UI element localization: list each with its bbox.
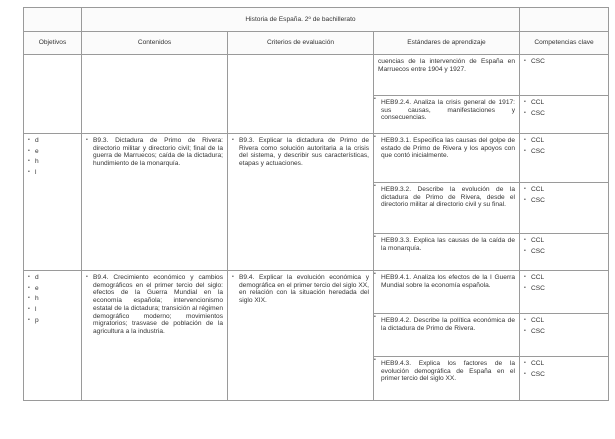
objetivo-item: ▪ d: [28, 137, 77, 145]
competencia-item: ▪ CCL: [524, 237, 604, 245]
col-header-competencias: Competencias clave: [520, 32, 609, 55]
competencias-cell: [520, 271, 609, 314]
empty-corner-cell: [24, 8, 82, 32]
competencia-item: ▪ CSC: [524, 148, 604, 156]
col-header-contenidos: Contenidos: [82, 32, 228, 55]
curriculum-table: [23, 7, 609, 401]
empty-corner-cell: [520, 8, 609, 32]
objetivos-cell: [24, 134, 82, 271]
competencia-item: ▪ CCL: [524, 99, 604, 107]
objetivo-item: ▪ h: [28, 158, 77, 166]
competencia-item: ▪ CCL: [524, 137, 604, 145]
table-row: [24, 271, 609, 314]
estandar-cell: ▪ HEB9.3.2. Describe la evolución de la dictadura de Primo de Rivera, desde el directorio militar al directorio civil y su final.: [374, 183, 520, 234]
competencia-item: ▪ CSC: [524, 285, 604, 293]
competencias-cell: [520, 183, 609, 234]
competencias-cell: [520, 55, 609, 96]
contenidos-cell: [82, 271, 228, 401]
objetivo-item: ▪ l: [28, 306, 77, 314]
estandar-cell: ▪ HEB9.4.2. Describe la política económica de la dictadura de Primo de Rivera.: [374, 314, 520, 357]
table-row: [24, 134, 609, 183]
competencia-item: ▪ CSC: [524, 58, 604, 66]
estandar-text: cuencias de la intervención de España en Marruecos entre 1904 y 1927.: [378, 58, 516, 73]
competencias-cell: [520, 357, 609, 401]
contenido-text: ▪ B9.4. Crecimiento económico y cambios demográficos en el primer tercio del siglo: efectos de la Guerra Mundial en la economía española; intervencionismo estatal de la dictadura; transición al régimen demográfico moderno; movimientos migratorios; trasvase de población de la agricultura a la industria.: [86, 274, 223, 336]
criterios-cell: [228, 271, 374, 401]
objetivo-item: ▪ p: [28, 317, 77, 325]
competencia-item: ▪ CSC: [524, 197, 604, 205]
competencia-item: ▪ CCL: [524, 360, 604, 368]
estandar-cell: ▪ HEB9.3.3. Explica las causas de la caída de la monarquía.: [374, 234, 520, 271]
criterio-text: ▪ B9.4. Explicar la evolución económica y demográfica en el primer tercio del siglo XX, en relación con la situación heredada del siglo XIX.: [232, 274, 369, 305]
objetivos-cell: [24, 55, 82, 134]
competencias-cell: [520, 96, 609, 134]
table-row: [24, 55, 609, 96]
col-header-objetivos: Objetivos: [24, 32, 82, 55]
objetivo-item: ▪ e: [28, 148, 77, 156]
competencias-cell: [520, 134, 609, 183]
estandar-cell: [374, 55, 520, 96]
competencias-cell: [520, 314, 609, 357]
competencia-item: ▪ CCL: [524, 274, 604, 282]
competencia-item: ▪ CSC: [524, 371, 604, 379]
criterio-text: ▪ B9.3. Explicar la dictadura de Primo de Rivera como solución autoritaria a la crisis del sistema, y describir sus características, etapas y actuaciones.: [232, 137, 369, 168]
competencia-item: ▪ CSC: [524, 328, 604, 336]
title-row: [24, 8, 609, 32]
objetivo-item: ▪ e: [28, 285, 77, 293]
competencias-cell: [520, 234, 609, 271]
col-header-estandares: Estándares de aprendizaje: [374, 32, 520, 55]
estandar-cell: ▪ HEB9.4.3. Explica los factores de la evolución demográfica de España en el primer tercio del siglo XX.: [374, 357, 520, 401]
competencia-item: ▪ CCL: [524, 317, 604, 325]
objetivo-item: ▪ d: [28, 274, 77, 282]
competencia-item: ▪ CSC: [524, 248, 604, 256]
estandar-cell: ▪ HEB9.3.1. Especifica las causas del golpe de estado de Primo de Rivera y los apoyos con que contó inicialmente.: [374, 134, 520, 183]
estandar-cell: ▪ HEB9.4.1. Analiza los efectos de la I Guerra Mundial sobre la economía española.: [374, 271, 520, 314]
estandar-cell: ▪ HEB9.2.4. Analiza la crisis general de 1917: sus causas, manifestaciones y consecuencias.: [374, 96, 520, 134]
criterios-cell: [228, 134, 374, 271]
contenido-text: ▪ B9.3. Dictadura de Primo de Rivera: directorio militar y directorio civil; final de la guerra de Marruecos; caída de la dictadura; hundimiento de la monarquía.: [86, 137, 223, 168]
competencia-item: ▪ CSC: [524, 110, 604, 118]
objetivo-item: ▪ h: [28, 295, 77, 303]
objetivo-item: ▪ l: [28, 169, 77, 177]
table-title: Historia de España. 2º de bachillerato: [82, 8, 520, 32]
criterios-cell: [228, 55, 374, 134]
objetivos-cell: [24, 271, 82, 401]
column-header-row: [24, 32, 609, 55]
competencia-item: ▪ CCL: [524, 186, 604, 194]
col-header-criterios: Criterios de evaluación: [228, 32, 374, 55]
contenidos-cell: [82, 134, 228, 271]
contenidos-cell: [82, 55, 228, 134]
